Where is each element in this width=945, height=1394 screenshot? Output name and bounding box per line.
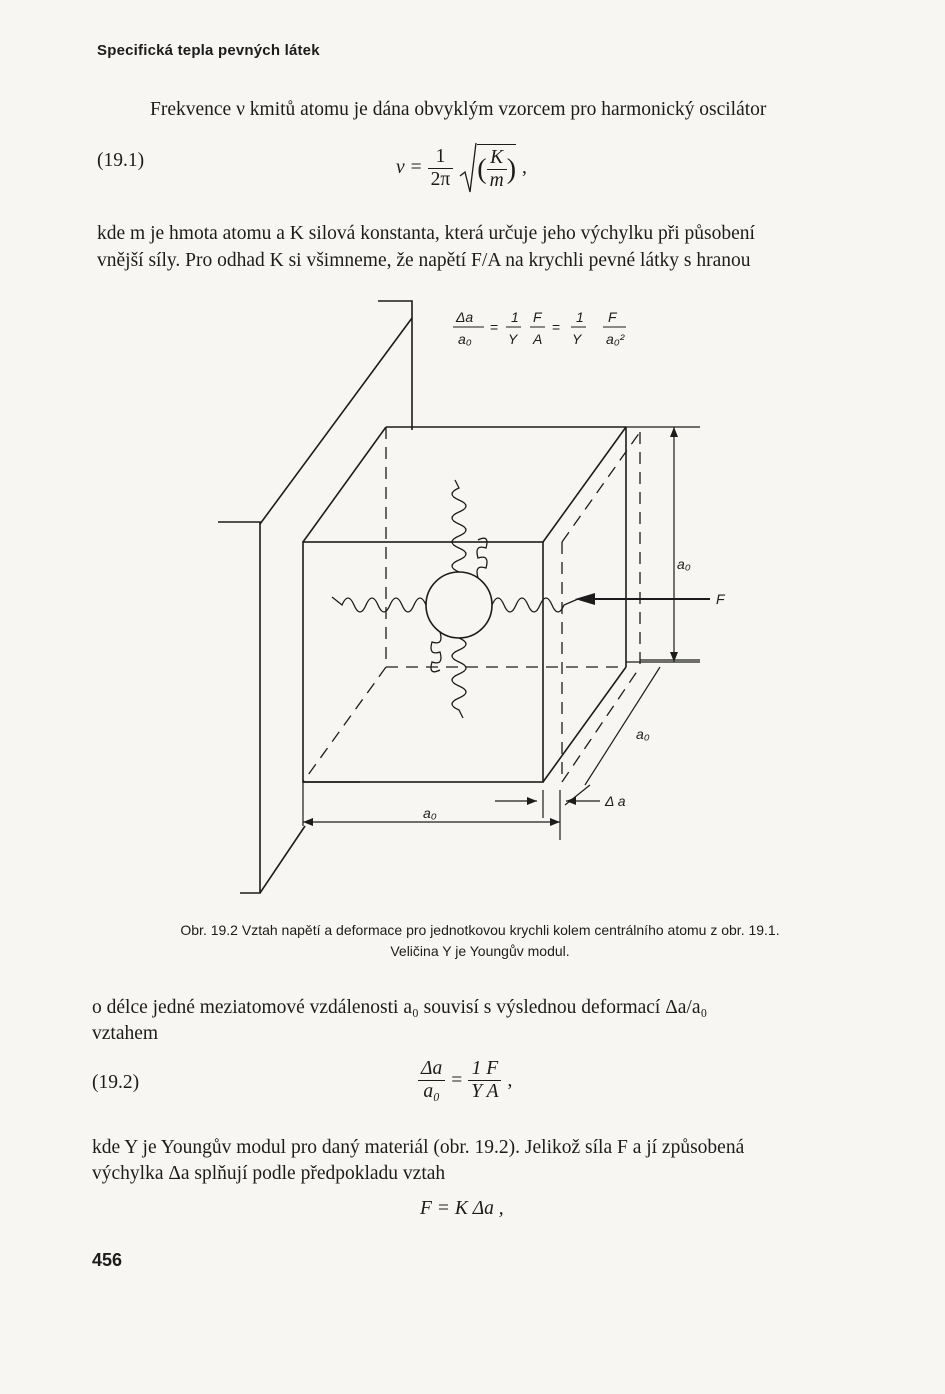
figure-cube-diagram — [0, 290, 945, 910]
cube-front-face — [303, 542, 543, 782]
eq1-frac — [428, 146, 454, 191]
label-a0-right: a₀ — [677, 556, 691, 572]
label-delta-a: Δ a — [605, 793, 626, 809]
spring-right — [492, 598, 578, 612]
svg-text:=: = — [552, 319, 561, 335]
wall-front-edge — [218, 522, 260, 893]
para2-line2: vztahem — [92, 1023, 159, 1044]
eq2-frac1 — [418, 1058, 445, 1103]
eq1-eq: = — [410, 157, 422, 178]
caption-line1: Obr. 19.2 Vztah napětí a deformace pro jednotkovou krychli kolem centrálního atomu z obr. 19.1. — [180, 922, 780, 938]
label-a0-depth: a₀ — [636, 726, 650, 742]
eq1-inner-den: m — [489, 170, 504, 191]
spring-diagonal — [431, 538, 487, 672]
svg-text:Y: Y — [572, 331, 582, 347]
para3-line2: výchylka Δa splňují podle předpokladu vztah — [92, 1163, 446, 1184]
svg-text:F: F — [608, 309, 617, 325]
svg-text:Δa: Δa — [456, 309, 474, 325]
svg-text:F: F — [533, 309, 542, 325]
eq1-tail: , — [522, 157, 527, 178]
svg-text:1: 1 — [511, 309, 519, 325]
sqrt-sign-icon — [459, 142, 477, 194]
para3-line1: kde Y je Youngův modul pro daný materiál (obr. 19.2). Jelikož síla F a jí způsobená — [92, 1137, 745, 1158]
eq1-inner-num: K — [487, 147, 507, 170]
spring-down — [452, 638, 466, 718]
label-a0-bottom: a₀ — [423, 805, 437, 821]
label-force: F — [716, 591, 725, 607]
svg-text:a₀²: a₀² — [606, 331, 625, 347]
eq2-num2: 1 F — [468, 1058, 501, 1081]
eq1-sqrt: ( $\frac{K}{m}$ ) — [459, 142, 516, 194]
para1-line1: kde m je hmota atomu a K silová konstanta, která určuje jeho výchylku při působení — [97, 223, 755, 244]
eq2-frac2 — [468, 1058, 501, 1103]
eq2-den2: Y A — [471, 1081, 499, 1102]
figure-formula — [453, 309, 626, 347]
spring-up — [452, 480, 466, 572]
eq1-num: 1 — [428, 146, 454, 169]
eq2-formula — [418, 1058, 512, 1103]
wall-top-edge — [260, 318, 412, 524]
intro-line: Frekvence ν kmitů atomu je dána obvyklým vzorcem pro harmonický oscilátor — [150, 99, 767, 120]
figure-caption — [90, 920, 870, 962]
svg-text:1: 1 — [576, 309, 584, 325]
svg-text:=: = — [490, 319, 499, 335]
eq1-den: 2π — [430, 168, 451, 190]
eq2-den1: a₀ — [423, 1081, 440, 1102]
eq1-inner-frac — [487, 147, 507, 192]
eq1-lhs: ν — [396, 157, 405, 178]
eq3-formula: F = K Δa , — [420, 1198, 504, 1219]
svg-text:a₀: a₀ — [458, 331, 472, 347]
eq2-eq: = — [451, 1069, 463, 1091]
eq1-formula — [396, 138, 527, 198]
central-atom — [426, 572, 492, 638]
caption-line2: Veličina Y je Youngův modul. — [390, 943, 570, 959]
spring-left — [332, 597, 426, 612]
eq1-number: (19.1) — [97, 150, 145, 171]
para2-line1: o délce jedné meziatomové vzdálenosti a₀ souvisí s výslednou deformací Δa/a₀ — [92, 997, 708, 1018]
svg-text:A: A — [533, 331, 543, 347]
page-number: 456 — [92, 1250, 123, 1270]
svg-text:Y: Y — [508, 331, 518, 347]
para1-line2: vnější síly. Pro odhad K si všimneme, že napětí F/A na krychli pevné látky s hranou — [97, 250, 751, 271]
eq2-tail: , — [507, 1069, 513, 1091]
eq2-number: (19.2) — [92, 1072, 140, 1093]
running-header: Specifická tepla pevných látek — [97, 42, 320, 59]
eq2-num1: Δa — [418, 1058, 445, 1081]
